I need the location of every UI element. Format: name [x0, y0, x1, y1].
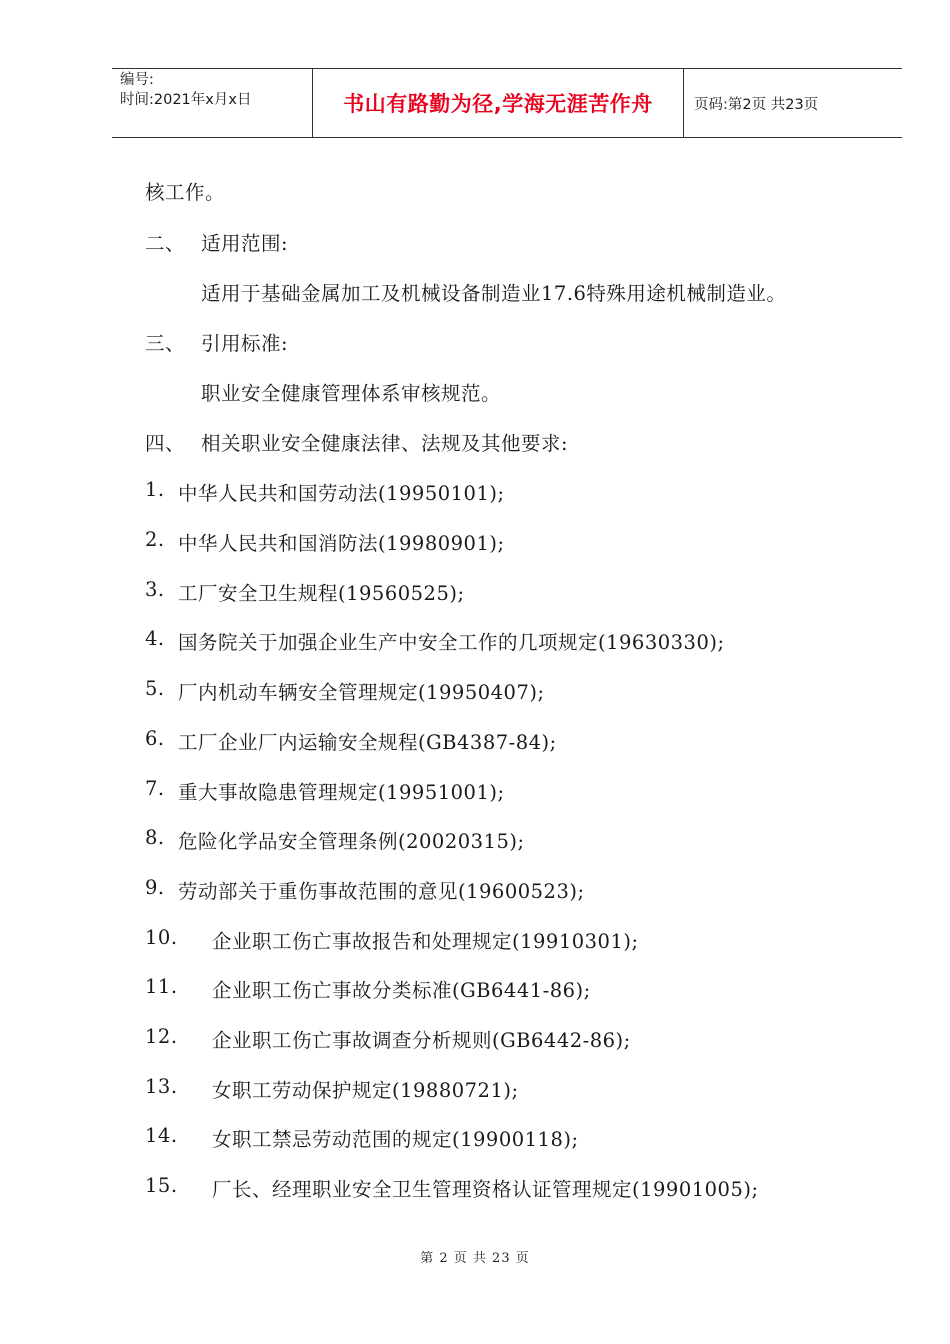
list-item-text: 危险化学品安全管理条例(20020315); [178, 830, 525, 853]
list-item-text: 重大事故隐患管理规定(19951001); [178, 781, 505, 804]
section-heading-4 [145, 428, 569, 456]
list-item [145, 1124, 579, 1151]
header-page-info: 页码:第2页 共23页 [694, 96, 819, 113]
header-motto-cell [312, 69, 684, 137]
list-item [145, 876, 585, 903]
list-item-text: 企业职工伤亡事故调查分析规则(GB6442-86); [212, 1029, 631, 1052]
list-item-number: 14. [145, 1124, 178, 1147]
list-item-text: 工厂安全卫生规程(19560525); [178, 582, 465, 605]
list-item-text: 工厂企业厂内运输安全规程(GB4387-84); [178, 731, 557, 754]
section-number: 四、 [145, 432, 186, 455]
list-item-text: 厂长、经理职业安全卫生管理资格认证管理规定(19901005); [212, 1178, 759, 1201]
list-item-number: 13. [145, 1075, 178, 1098]
section-paragraph-2: 适用于基础金属加工及机械设备制造业17.6特殊用途机械制造业。 [201, 282, 787, 305]
header-meta [112, 69, 312, 137]
list-item [145, 1025, 631, 1052]
list-item-text: 国务院关于加强企业生产中安全工作的几项规定(19630330); [178, 631, 725, 654]
list-item-text: 企业职工伤亡事故分类标准(GB6441-86); [212, 979, 591, 1002]
list-item [145, 478, 505, 505]
list-item-number: 5. [145, 677, 165, 700]
section-number: 三、 [145, 332, 186, 355]
list-item [145, 727, 557, 754]
list-item [145, 528, 505, 555]
section-heading-3 [145, 328, 289, 356]
list-item-number: 7. [145, 777, 165, 800]
list-item [145, 677, 545, 704]
list-item-text: 厂内机动车辆安全管理规定(19950407); [178, 681, 545, 704]
document-number-label: 编号: [120, 72, 154, 88]
section-number: 二、 [145, 232, 186, 255]
list-item-number: 2. [145, 528, 165, 551]
list-item [145, 578, 465, 605]
list-item-number: 3. [145, 578, 165, 601]
list-item-text: 劳动部关于重伤事故范围的意见(19600523); [178, 880, 585, 903]
list-item-number: 11. [145, 975, 178, 998]
page-header [112, 68, 902, 138]
list-item-number: 12. [145, 1025, 178, 1048]
list-item [145, 1075, 519, 1102]
section-title: 适用范围: [201, 232, 289, 255]
page-footer: 第 2 页 共 23 页 [420, 1251, 530, 1266]
list-item-text: 企业职工伤亡事故报告和处理规定(19910301); [212, 930, 639, 953]
list-item-number: 10. [145, 926, 178, 949]
section-heading-2 [145, 228, 289, 256]
list-item [145, 826, 525, 853]
header-motto: 书山有路勤为径,学海无涯苦作舟 [343, 92, 653, 116]
section-title: 引用标准: [201, 332, 289, 355]
list-item [145, 975, 591, 1002]
list-item-text: 中华人民共和国劳动法(19950101); [178, 482, 505, 505]
list-item-number: 9. [145, 876, 165, 899]
document-time-label: 时间:2021年x月x日 [120, 92, 252, 108]
continuation-text: 核工作。 [145, 181, 226, 204]
list-item-number: 4. [145, 627, 165, 650]
section-paragraph-3: 职业安全健康管理体系审核规范。 [201, 382, 502, 405]
section-title: 相关职业安全健康法律、法规及其他要求: [201, 432, 569, 455]
list-item-number: 1. [145, 478, 165, 501]
list-item [145, 1174, 759, 1201]
list-item-number: 8. [145, 826, 165, 849]
list-item [145, 926, 639, 953]
list-item [145, 627, 725, 654]
list-item-text: 中华人民共和国消防法(19980901); [178, 532, 505, 555]
list-item-number: 6. [145, 727, 165, 750]
list-item [145, 777, 505, 804]
list-item-text: 女职工禁忌劳动范围的规定(19900118); [212, 1128, 579, 1151]
list-item-text: 女职工劳动保护规定(19880721); [212, 1079, 519, 1102]
list-item-number: 15. [145, 1174, 178, 1197]
